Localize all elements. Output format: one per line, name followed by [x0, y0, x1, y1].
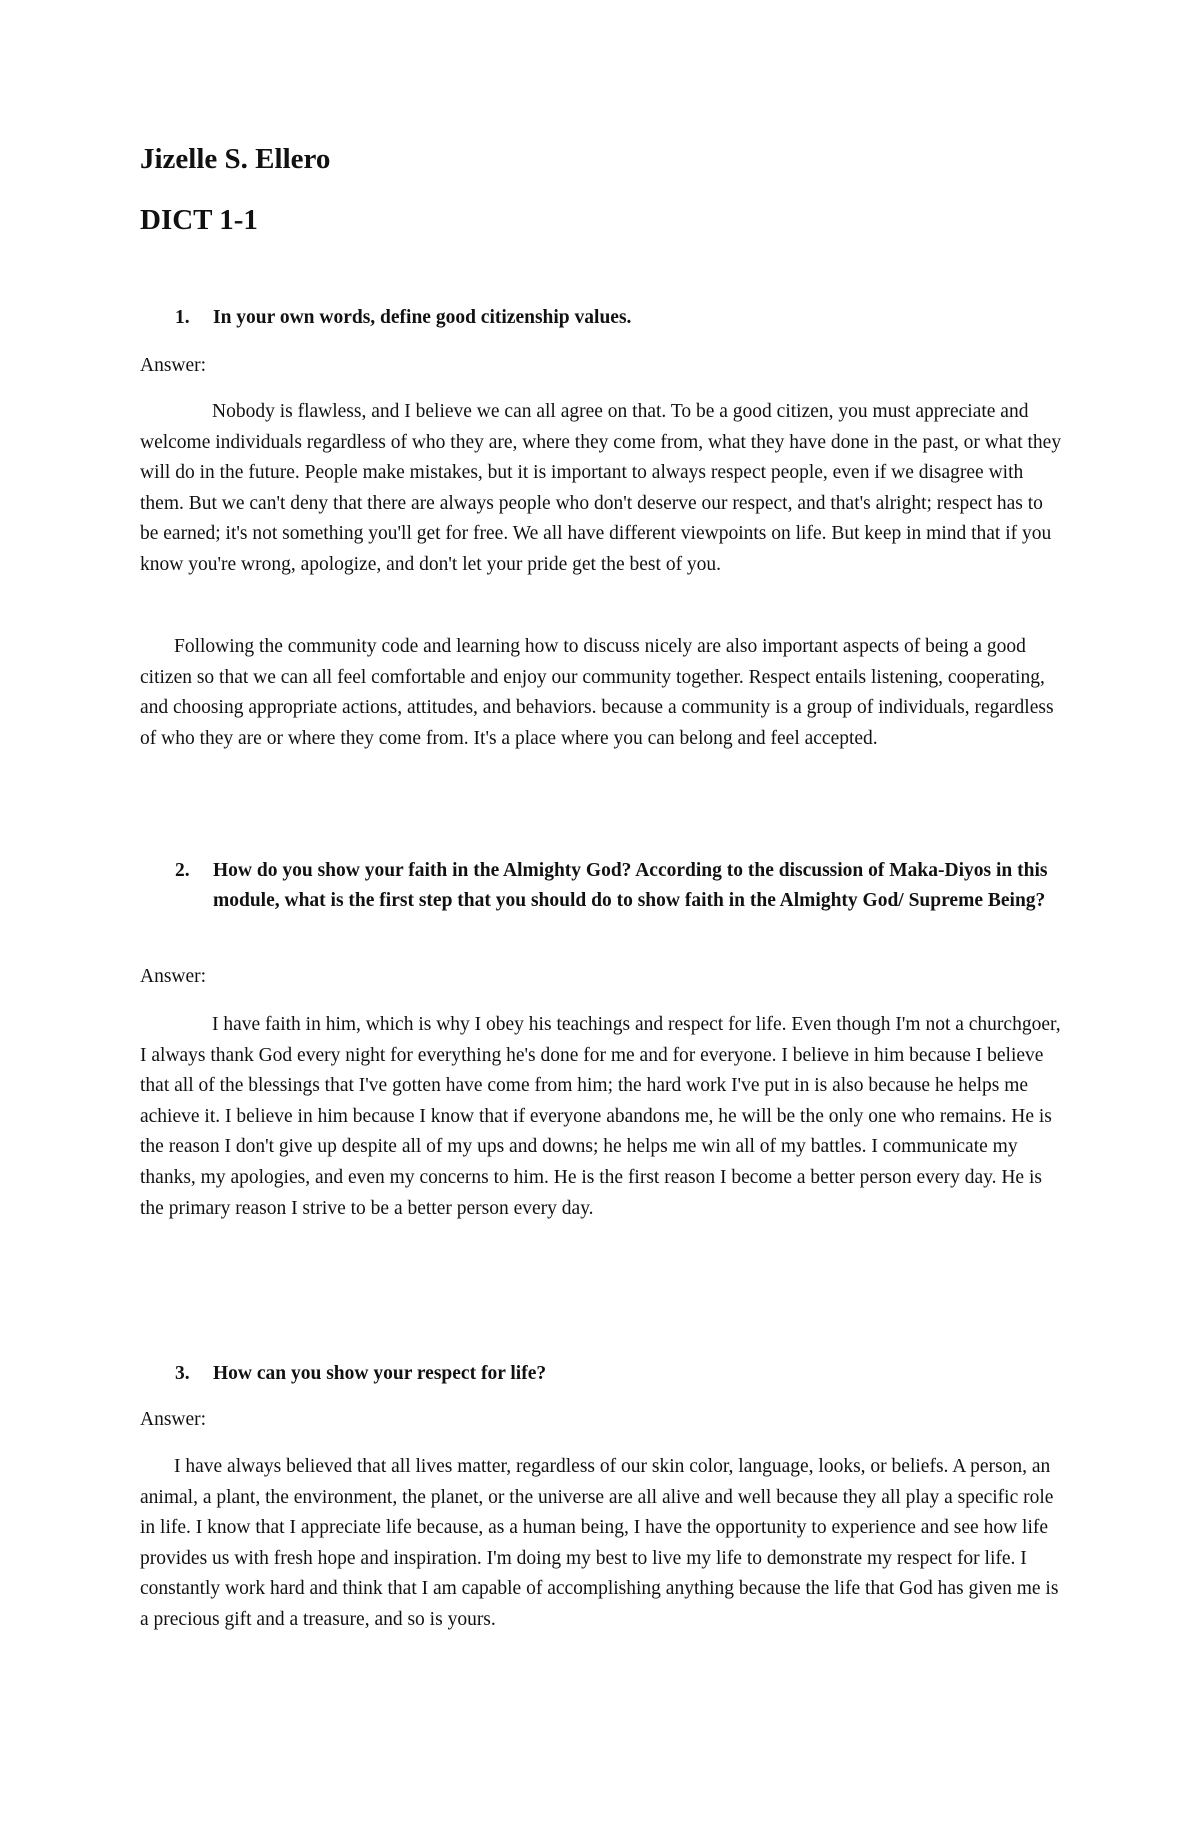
question-3-number: 3. [175, 1363, 190, 1384]
class-section: DICT 1-1 [140, 204, 258, 236]
question-1 [175, 303, 1055, 333]
question-1-number: 1. [175, 307, 190, 328]
question-3-text: How can you show your respect for life? [213, 1363, 547, 1384]
question-2-text: How do you show your faith in the Almighty God? According to the discussion of Maka-Diyos in this module, what is the first step that you should do to show faith in the Almighty God/ Supreme Being? [213, 860, 1048, 911]
question-2 [175, 856, 1055, 916]
question-2-number: 2. [175, 860, 190, 881]
question-3 [175, 1359, 1055, 1389]
answer-2-label: Answer: [140, 966, 207, 987]
answer-1-label: Answer: [140, 355, 207, 376]
answer-3-paragraph-1: I have always believed that all lives matter, regardless of our skin color, language, looks, or beliefs. A person, an animal, a plant, the environment, the planet, or the universe are all alive and well because they all play a specific role in life. I know that I appreciate life because, as a human being, I have the opportunity to experience and see how life provides us with fresh hope and inspiration. I'm doing my best to live my life to demonstrate my respect for life. I constantly work hard and think that I am capable of accomplishing anything because the life that God has given me is a precious gift and a treasure, and so is yours. [140, 1456, 1059, 1630]
question-1-text: In your own words, define good citizenship values. [213, 307, 632, 328]
answer-2-paragraph-1: I have faith in him, which is why I obey his teachings and respect for life. Even though I'm not a churchgoer, I always thank God every night for everything he's done for me and for everyone. I believe in him because I believe that all of the blessings that I've gotten have come from him; the hard work I've put in is also because he helps me achieve it. I believe in him because I know that if everyone abandons me, he will be the only one who remains. He is the reason I don't give up despite all of my ups and downs; he helps me win all of my battles. I communicate my thanks, my apologies, and even my concerns to him. He is the first reason I become a better person every day. He is the primary reason I strive to be a better person every day. [140, 1014, 1061, 1219]
answer-3-label: Answer: [140, 1409, 207, 1430]
answer-1-paragraph-2: Following the community code and learning how to discuss nicely are also important aspects of being a good citizen so that we can all feel comfortable and enjoy our community together. Respect entails listening, cooperating, and choosing appropriate actions, attitudes, and behaviors. because a community is a group of individuals, regardless of who they are or where they come from. It's a place where you can belong and feel accepted. [140, 636, 1054, 749]
student-name: Jizelle S. Ellero [140, 143, 331, 175]
answer-1-paragraph-1: Nobody is flawless, and I believe we can all agree on that. To be a good citizen, you must appreciate and welcome individuals regardless of who they are, where they come from, what they have done in the past, or what they will do in the future. People make mistakes, but it is important to always respect people, even if we disagree with them. But we can't deny that there are always people who don't deserve our respect, and that's alright; respect has to be earned; it's not something you'll get for free. We all have different viewpoints on life. But keep in mind that if you know you're wrong, apologize, and don't let your pride get the best of you. [140, 401, 1062, 575]
